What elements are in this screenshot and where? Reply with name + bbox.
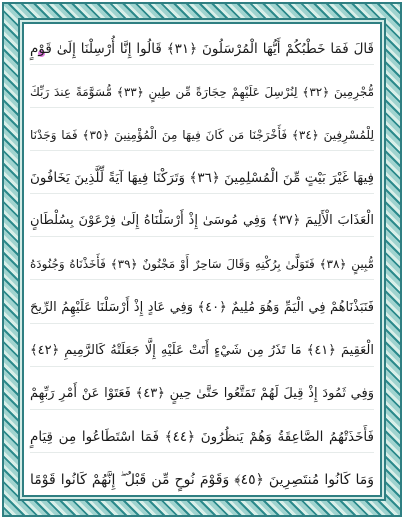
line-text: مُّجْرِمِينَ ﴿٣٢﴾ لِنُرْسِلَ عَلَيْهِمْ حِجَارَةً مِّن طِينٍ ﴿٣٣﴾ مُّسَوَّمَةً عِندَ رَبِّكَ [30, 85, 374, 100]
text-line [30, 163, 374, 194]
text-line [30, 120, 374, 151]
line-text: فَنَبَذْنَاهُمْ فِي الْيَمِّ وَهُوَ مُلِيمٌ ﴿٤٠﴾ وَفِي عَادٍ إِذْ أَرْسَلْنَا عَلَيْهِمُ الرِّيحَ [30, 299, 374, 315]
text-line [30, 336, 374, 367]
text-line [30, 249, 374, 280]
line-text: قَالَ فَمَا خَطْبُكُمْ أَيُّهَا الْمُرْسَلُونَ ﴿٣١﴾ قَالُوا إِنَّا أُرْسِلْنَا إِلَىٰ قَوْمٍ [30, 41, 374, 57]
line-text: الْعَذَابَ الْأَلِيمَ ﴿٣٧﴾ وَفِي مُوسَىٰ إِذْ أَرْسَلْنَاهُ إِلَىٰ فِرْعَوْنَ بِسُلْطَانٍ [30, 213, 375, 229]
line-text: وَفِي ثَمُودَ إِذْ قِيلَ لَهُمْ تَمَتَّعُوا حَتَّىٰ حِينٍ ﴿٤٣﴾ فَعَتَوْا عَنْ أَمْرِ رَبِّهِمْ [30, 385, 374, 401]
text-line [30, 422, 374, 453]
text-line [30, 293, 374, 324]
line-text: لِلْمُسْرِفِينَ ﴿٣٤﴾ فَأَخْرَجْنَا مَن كَانَ فِيهَا مِنَ الْمُؤْمِنِينَ ﴿٣٥﴾ فَمَا وَجَدْنَا [30, 128, 375, 143]
line-text: وَمَا كَانُوا مُنتَصِرِينَ ﴿٤٥﴾ وَقَوْمَ نُوحٍ مِّن قَبْلُ ۖ إِنَّهُمْ كَانُوا قَوْمًا [30, 471, 374, 488]
line-text: مُّبِينٍ ﴿٣٨﴾ فَتَوَلَّىٰ بِرُكْنِهِ وَقَالَ سَاحِرٌ أَوْ مَجْنُونٌ ﴿٣٩﴾ فَأَخَذْنَاهُ وَجُنُودَهُ [30, 257, 374, 272]
line-text: فِيهَا غَيْرَ بَيْتٍ مِّنَ الْمُسْلِمِينَ ﴿٣٦﴾ وَتَرَكْنَا فِيهَا آيَةً لِّلَّذِينَ يَخَافُونَ [30, 170, 374, 187]
text-line [30, 206, 374, 237]
text-line [30, 77, 374, 108]
text-line [30, 465, 374, 495]
line-text: الْعَقِيمَ ﴿٤١﴾ مَا تَذَرُ مِن شَيْءٍ أَتَتْ عَلَيْهِ إِلَّا جَعَلَتْهُ كَالرَّمِيمِ ﴿٤٢﴾ [30, 342, 374, 358]
text-lines [30, 34, 374, 495]
line-text: فَأَخَذَتْهُمُ الصَّاعِقَةُ وَهُمْ يَنظُرُونَ ﴿٤٤﴾ فَمَا اسْتَطَاعُوا مِن قِيَامٍ [30, 428, 374, 445]
text-line [30, 34, 374, 65]
text-line [30, 379, 374, 410]
